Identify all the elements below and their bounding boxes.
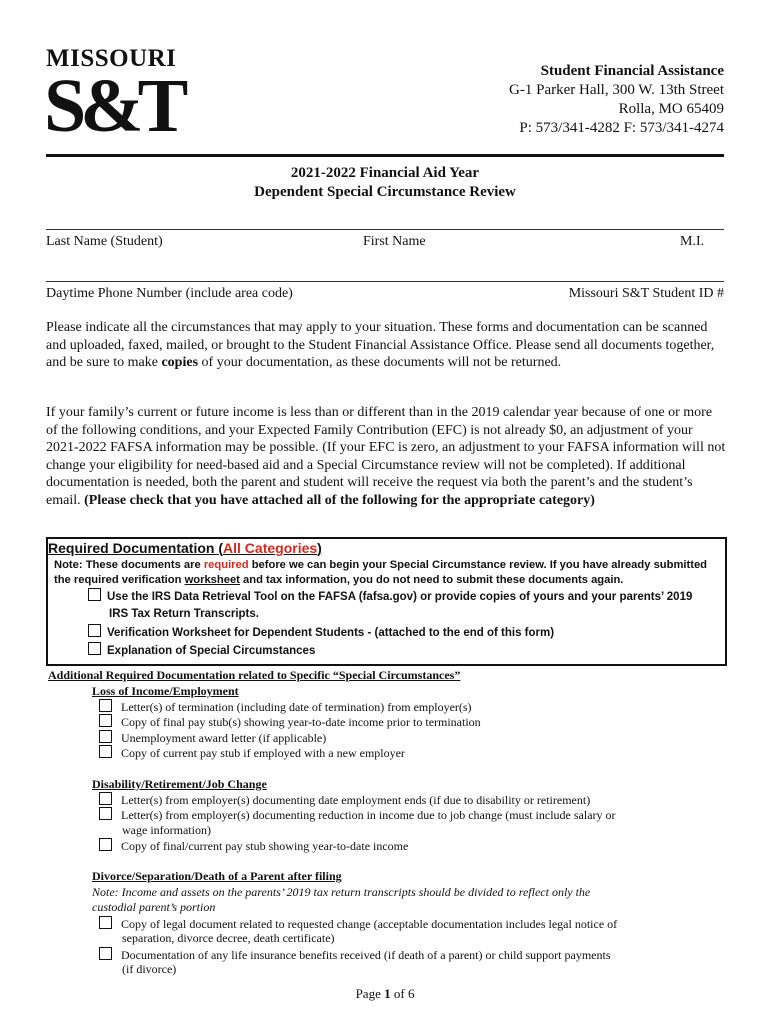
form-title-name: Dependent Special Circumstance Review bbox=[254, 184, 516, 200]
disability-item-3 bbox=[99, 838, 408, 855]
intro-p1-text-end: of your documentation, as these documents will not be returned. bbox=[198, 355, 562, 370]
checkbox-loss-4[interactable] bbox=[99, 745, 112, 758]
checkbox-divorce-2[interactable] bbox=[99, 947, 112, 960]
req-item-1 bbox=[88, 588, 692, 606]
divorce-item-2-cont: (if divorce) bbox=[122, 962, 177, 976]
req-item-3 bbox=[88, 642, 315, 660]
student-id-label: Missouri S&T Student ID # bbox=[568, 286, 724, 301]
req-note-red: required bbox=[203, 559, 249, 571]
last-name-label: Last Name (Student) bbox=[46, 234, 163, 249]
form-title bbox=[0, 164, 770, 202]
footer-page-label: Page bbox=[355, 986, 385, 1001]
form-title-year: 2021-2022 Financial Aid Year bbox=[290, 165, 480, 181]
divorce-item-1-text: Copy of legal document related to requested change (acceptable documentation includes legal notice of bbox=[121, 917, 618, 931]
office-address1: G-1 Parker Hall, 300 W. 13th Street bbox=[509, 82, 724, 98]
loss-item-4 bbox=[99, 745, 405, 762]
intro-p2-text: If your family’s current or future income is less than or different than in the 2019 calendar year because of one or more of the following conditions, and your Expected Family Contribution (EFC) is not already $0, an adjustment of your 2021-2022 FAFSA information may be possible. (If your EFC is zero, an adjustment to your FAFSA information will not change your eligibility for need-based aid and a Special Circumstance review will not be completed). If additional documentation is needed, both the parent and student will receive the request via both the parent’s and the student’s email. bbox=[46, 405, 726, 508]
required-title-end: ) bbox=[317, 540, 322, 556]
req-note-a: Note: These documents are bbox=[54, 559, 204, 571]
divorce-title: Divorce/Separation/Death of a Parent after filing bbox=[92, 869, 342, 883]
disability-item-2-cont: wage information) bbox=[122, 823, 211, 837]
required-title-text: Required Documentation ( bbox=[48, 540, 224, 556]
office-phone: P: 573/341-4282 F: 573/341-4274 bbox=[519, 120, 724, 136]
footer-page-number: 1 bbox=[384, 986, 391, 1001]
disability-item-3-text: Copy of final/current pay stub showing year-to-date income bbox=[121, 839, 409, 853]
checkbox-disability-2[interactable] bbox=[99, 807, 112, 820]
loss-item-1-text: Letter(s) of termination (including date of termination) from employer(s) bbox=[121, 700, 472, 714]
loss-item-2-text: Copy of final pay stub(s) showing year-to-date income prior to termination bbox=[121, 715, 481, 729]
loss-item-3-text: Unemployment award letter (if applicable) bbox=[121, 731, 327, 745]
divorce-note-1: Note: Income and assets on the parents’ 2019 tax return transcripts should be divided to reflect only the bbox=[92, 885, 591, 899]
footer-page-total: 6 bbox=[407, 986, 415, 1001]
intro-paragraph-1 bbox=[46, 319, 726, 372]
header-divider bbox=[46, 154, 724, 157]
intro-p2-bold: (Please check that you have attached all of the following for the appropriate category) bbox=[84, 492, 595, 508]
page-footer bbox=[0, 986, 770, 1002]
divorce-item-1-cont: separation, divorce decree, death certificate) bbox=[122, 931, 335, 945]
req-item-1-text: Use the IRS Data Retrieval Tool on the FAFSA (fafsa.gov) or provide copies of yours and your parents’ 2019 bbox=[107, 591, 693, 603]
office-address2: Rolla, MO 65409 bbox=[618, 101, 724, 117]
logo-missouri-text: MISSOURI bbox=[46, 45, 177, 72]
disability-item-2-text: Letter(s) from employer(s) documenting reduction in income due to job change (must include salary or bbox=[121, 808, 616, 822]
required-docs-note bbox=[54, 558, 720, 588]
divorce-note-2: custodial parent’s portion bbox=[92, 900, 216, 914]
req-note-c: and tax information, you do not need to submit these documents again. bbox=[239, 574, 624, 586]
additional-docs-heading: Additional Required Documentation related to Specific “Special Circumstances” bbox=[48, 668, 461, 682]
loss-item-2 bbox=[99, 714, 481, 731]
mi-label: M.I. bbox=[680, 234, 705, 249]
checkbox-divorce-1[interactable] bbox=[99, 916, 112, 929]
req-item-2 bbox=[88, 624, 554, 642]
checkbox-verification-worksheet[interactable] bbox=[88, 624, 101, 637]
footer-of: of bbox=[390, 986, 408, 1001]
required-title-red: All Categories bbox=[223, 540, 318, 556]
loss-income-title: Loss of Income/Employment bbox=[92, 684, 239, 698]
req-item-2-text: Verification Worksheet for Dependent Students - (attached to the end of this form) bbox=[107, 627, 555, 639]
required-docs-title bbox=[48, 540, 322, 556]
disability-item-2 bbox=[99, 807, 616, 824]
intro-paragraph-2 bbox=[46, 404, 726, 509]
checkbox-loss-1[interactable] bbox=[99, 699, 112, 712]
checkbox-loss-2[interactable] bbox=[99, 714, 112, 727]
req-note-b: before we can begin your Special Circumstance review. If you have already submitted the required verification bbox=[54, 559, 708, 586]
req-note-underline: worksheet bbox=[184, 574, 240, 586]
disability-title: Disability/Retirement/Job Change bbox=[92, 777, 267, 791]
intro-p1-bold: copies bbox=[161, 355, 199, 370]
checkbox-disability-3[interactable] bbox=[99, 838, 112, 851]
phone-field-line[interactable] bbox=[46, 281, 724, 282]
checkbox-loss-3[interactable] bbox=[99, 730, 112, 743]
intro-p1-text: Please indicate all the circumstances that may apply to your situation. These forms and documentation can be scanned and uploaded, faxed, mailed, or brought to the Student Financial Assistance Office. Please send all documents together, and be sure to make bbox=[46, 320, 715, 370]
loss-item-4-text: Copy of current pay stub if employed with a new employer bbox=[121, 746, 405, 760]
office-info bbox=[509, 62, 724, 138]
divorce-item-2-text: Documentation of any life insurance benefits received (if death of a parent) or child support payments bbox=[121, 948, 611, 962]
checkbox-disability-1[interactable] bbox=[99, 792, 112, 805]
checkbox-irs-drt[interactable] bbox=[88, 588, 101, 601]
req-item-1b: IRS Tax Return Transcripts. bbox=[109, 608, 259, 620]
office-name: Student Financial Assistance bbox=[540, 63, 724, 79]
first-name-label: First Name bbox=[363, 234, 426, 249]
checkbox-explanation[interactable] bbox=[88, 642, 101, 655]
name-field-line[interactable] bbox=[46, 229, 724, 230]
req-item-3-text: Explanation of Special Circumstances bbox=[107, 645, 316, 657]
logo-st-mark: S&T bbox=[44, 64, 183, 148]
phone-label: Daytime Phone Number (include area code) bbox=[46, 286, 293, 301]
disability-item-1-text: Letter(s) from employer(s) documenting date employment ends (if due to disability or retirement) bbox=[121, 793, 591, 807]
